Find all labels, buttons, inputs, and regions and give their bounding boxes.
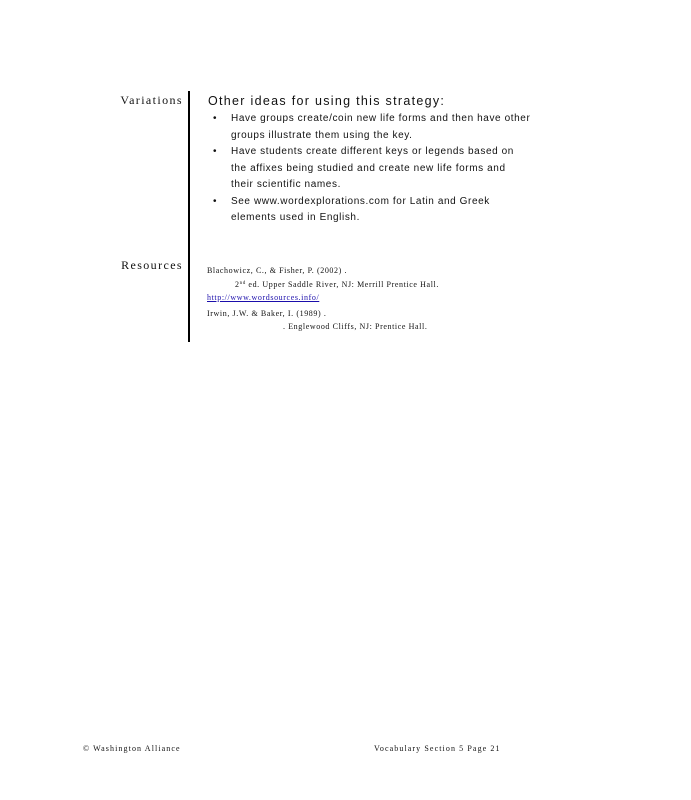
list-item-line: their scientific names. (231, 179, 341, 190)
list-item (208, 144, 558, 194)
bullet-icon: • (213, 113, 218, 124)
variations-label: Variations (120, 93, 183, 107)
variations-list (208, 111, 558, 227)
list-item-line: elements used in English. (231, 212, 360, 223)
resources-label: Resources (121, 258, 183, 272)
list-item (208, 194, 558, 227)
reference-1-publisher (207, 277, 587, 291)
reference-1-publisher-text: ed. Upper Saddle River, NJ: Merrill Prentice Hall. (245, 280, 439, 289)
bullet-icon: • (213, 146, 218, 157)
footer-copyright: © Washington Alliance (83, 744, 181, 753)
bullet-icon: • (213, 195, 218, 207)
footer-page-number: Vocabulary Section 5 Page 21 (374, 744, 501, 753)
section-divider-line (188, 91, 190, 342)
reference-1-link[interactable]: http://www.wordsources.info/ (207, 293, 320, 302)
variations-section (208, 94, 558, 227)
list-item-line: Have students create different keys or legends based on (231, 146, 514, 157)
variations-heading: Other ideas for using this strategy: (208, 94, 446, 108)
reference-1-edition-number: 2 (235, 280, 240, 289)
reference-1-edition-suffix: nd (239, 281, 246, 286)
list-item-line: the affixes being studied and create new life forms and (231, 162, 506, 174)
list-item-line: See www.wordexplorations.com for Latin and Greek (231, 195, 490, 207)
list-item-line: Have groups create/coin new life forms and then have other (231, 113, 531, 124)
list-item-line: groups illustrate them using the key. (231, 129, 413, 141)
list-item (208, 111, 558, 144)
resources-section (207, 264, 587, 333)
reference-2-publisher: . Englewood Cliffs, NJ: Prentice Hall. (283, 322, 428, 331)
reference-1-authors: Blachowicz, C., & Fisher, P. (2002) . (207, 266, 348, 275)
reference-2-authors: Irwin, J.W. & Baker, I. (1989) . (207, 309, 327, 318)
